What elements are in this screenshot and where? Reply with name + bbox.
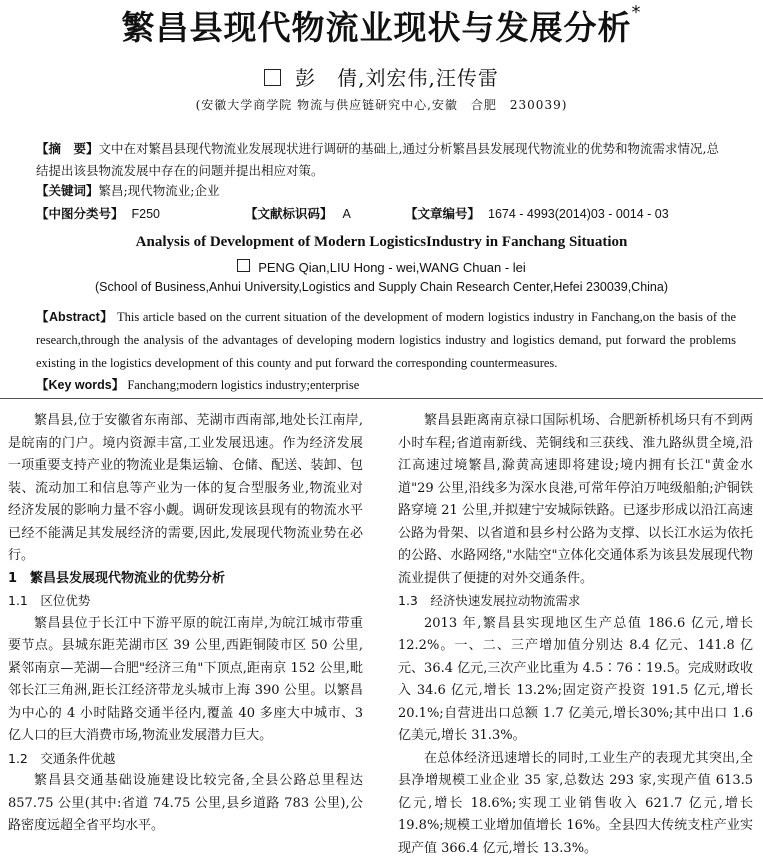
paragraph-1-2: 繁昌县交通基础设施建设比较完备,全县公路总里程达 857.75 公里(其中:省道 74.75 公里,县乡道路 783 公里),公路密度远超全省平均水平。 xyxy=(8,770,363,838)
english-title: Analysis of Development of Modern LogisticsIndustry in Fanchang Situation xyxy=(0,234,763,251)
doc-value: A xyxy=(343,207,351,221)
abstract-en-text: This article based on the current situation of the development of modern logistics industry in Fanchang,on the basis of the research,through the analysis of the advantages of developing modern logistics industry and logistics demand, put forward the problems existing in the logistics development of this county and put forward the corresponding countermeasures. xyxy=(36,310,736,370)
art-label: 【文章编号】 xyxy=(405,206,480,221)
authors-en xyxy=(0,259,763,275)
intro-paragraph: 繁昌县,位于安徽省东南部、芜湖市西南部,地处长江南岸,是皖南的门户。境内资源丰富,工业发展迅速。作为经济发展一项重要支持产业的物流业是集运输、仓储、配送、装卸、包装、流动加工和信息等产业为一体的复合型服务业,物流业对经济发展的影响力量不容小觑。调研发现该县现有的物流水平已经不能满足其发展经济的需要,因此,发展现代物流业势在必行。 xyxy=(8,410,363,568)
clc-value: F250 xyxy=(132,207,161,221)
title-text: 繁昌县现代物流业现状与发展分析 xyxy=(122,8,632,47)
author-box-icon xyxy=(264,69,281,86)
abstract-cn xyxy=(36,138,728,182)
affiliation-en: (School of Business,Anhui University,Logistics and Supply Chain Research Center,Hefei 230039,China) xyxy=(0,280,763,294)
art-value: 1674 - 4993(2014)03 - 0014 - 03 xyxy=(488,207,669,221)
abstract-cn-label: 【摘 要】 xyxy=(36,141,99,156)
doc-label: 【文献标识码】 xyxy=(245,206,333,221)
doc-code xyxy=(245,204,351,222)
authors-text: 彭 倩,刘宏伟,汪传雷 xyxy=(295,66,499,90)
keywords-cn xyxy=(36,181,219,199)
subsection-heading-1-1: 1.1 区位优势 xyxy=(8,590,363,613)
keywords-en-text: Fanchang;modern logistics industry;enterprise xyxy=(124,378,359,392)
body-left-column xyxy=(8,410,363,838)
affiliation-cn: (安徽大学商学院 物流与供应链研究中心,安徽 合肥 230039) xyxy=(0,96,763,113)
authors-cn xyxy=(0,62,763,91)
keywords-en xyxy=(36,375,359,393)
author-box-icon-en xyxy=(237,259,250,272)
abstract-cn-text: 文中在对繁昌县现代物流业发展现状进行调研的基础上,通过分析繁昌县发展现代物流业的优势和物流需求情况,总结提出该县物流发展中存在的问题并提出相应对策。 xyxy=(36,141,719,178)
paragraph-1-2-cont: 繁昌县距离南京禄口国际机场、合肥新桥机场只有不到两小时车程;省道南新线、芜铜线和三获线、淮九路纵贯全境,沿江高速过境繁昌,滁黄高速即将建设;境内拥有长江"黄金水道"29 公里,沿线多为深水良港,可常年停泊万吨级船舶;沪铜铁路穿境 21 公里,并拟建宁安城际铁路。已逐步形成以沿江高速公路为骨架、以省道和县乡村公路为支撑、以长江水运为依托的公路、水路网络,"水陆空"立体化交通体系为该县发展现代物流业提供了便捷的对外交通条件。 xyxy=(398,410,753,590)
abstract-en-label: 【Abstract】 xyxy=(36,310,113,324)
paragraph-1-3a: 2013 年,繁昌县实现地区生产总值 186.6 亿元,增长 12.2%。一、二、三产增加值分别达 8.4 亿元、141.8 亿元、36.4 亿元,三次产业比重为 4.5∶76∶19.5。完成财政收入 34.6 亿元,增长 13.2%;固定资产投资 191.5 亿元,增长 20.1%;自营进出口总额 1.7 亿美元,增长30%;其中出口 1.6 亿美元,增长 31.3%。 xyxy=(398,613,753,748)
clc-label: 【中图分类号】 xyxy=(36,206,124,221)
subsection-heading-1-2: 1.2 交通条件优越 xyxy=(8,748,363,771)
authors-en-text: PENG Qian,LIU Hong - wei,WANG Chuan - lei xyxy=(258,260,526,275)
title-footnote-mark: * xyxy=(632,2,642,23)
subsection-heading-1-3: 1.3 经济快速发展拉动物流需求 xyxy=(398,590,753,613)
keywords-en-label: 【Key words】 xyxy=(36,378,124,392)
paragraph-1-1: 繁昌县位于长江中下游平原的皖江南岸,为皖江城市带重要节点。县城东距芜湖市区 39 公里,西距铜陵市区 50 公里,紧邻南京—芜湖—合肥"经济三角"下顶点,距南京 152 公里,毗邻长江三角洲,距长江经济带龙头城市上海 390 公里。以繁昌为中心的 4 小时陆路交通半径内,覆盖 40 多座大中城市、3 亿人口的巨大消费市场,物流业发展潜力巨大。 xyxy=(8,613,363,748)
section-heading-1: 1 繁昌县发展现代物流业的优势分析 xyxy=(8,568,363,591)
keywords-cn-label: 【关键词】 xyxy=(36,183,99,198)
clc-number xyxy=(36,204,160,222)
keywords-cn-text: 繁昌;现代物流业;企业 xyxy=(99,183,220,198)
section-divider xyxy=(0,398,763,399)
body-right-column xyxy=(398,410,753,860)
paper-title xyxy=(0,2,763,49)
article-number xyxy=(405,204,669,222)
abstract-en xyxy=(36,306,736,375)
paragraph-1-3b: 在总体经济迅速增长的同时,工业生产的表现尤其突出,全县净增规模工业企业 35 家,总数达 293 家,实现产值 613.5 亿元,增长 18.6%;实现工业销售收入 621.7 亿元,增长 19.8%;规模工业增加值增长 16%。全县四大传统支柱产业实现产值 366.4 亿元,增长 13.3%。 xyxy=(398,748,753,860)
